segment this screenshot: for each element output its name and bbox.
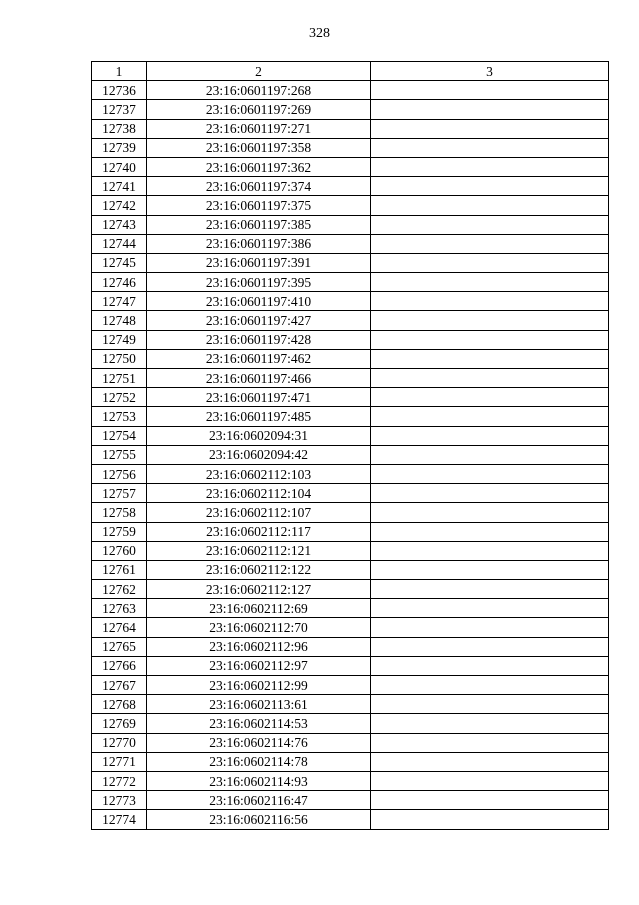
row-number-cell: 12761 [92, 560, 147, 579]
row-number-cell: 12747 [92, 292, 147, 311]
notes-cell [371, 791, 609, 810]
row-number-cell: 12774 [92, 810, 147, 829]
header-cell-3: 3 [371, 62, 609, 81]
cadastral-number-cell: 23:16:0601197:268 [147, 81, 371, 100]
notes-cell [371, 196, 609, 215]
table-row [92, 138, 609, 157]
row-number-cell: 12773 [92, 791, 147, 810]
notes-cell [371, 330, 609, 349]
notes-cell [371, 81, 609, 100]
cadastral-number-cell: 23:16:0602094:31 [147, 426, 371, 445]
row-number-cell: 12769 [92, 714, 147, 733]
table-row [92, 100, 609, 119]
cadastral-number-cell: 23:16:0602116:47 [147, 791, 371, 810]
cadastral-number-cell: 23:16:0601197:358 [147, 138, 371, 157]
cadastral-number-cell: 23:16:0601197:471 [147, 388, 371, 407]
notes-cell [371, 676, 609, 695]
cadastral-number-cell: 23:16:0601197:391 [147, 253, 371, 272]
table-row [92, 273, 609, 292]
row-number-cell: 12771 [92, 752, 147, 771]
table-row [92, 157, 609, 176]
notes-cell [371, 733, 609, 752]
notes-cell [371, 541, 609, 560]
row-number-cell: 12746 [92, 273, 147, 292]
notes-cell [371, 714, 609, 733]
table-row [92, 234, 609, 253]
row-number-cell: 12745 [92, 253, 147, 272]
cadastral-number-cell: 23:16:0602112:103 [147, 464, 371, 483]
cadastral-number-cell: 23:16:0601197:362 [147, 157, 371, 176]
cadastral-number-cell: 23:16:0602114:93 [147, 771, 371, 790]
row-number-cell: 12754 [92, 426, 147, 445]
notes-cell [371, 503, 609, 522]
row-number-cell: 12768 [92, 695, 147, 714]
notes-cell [371, 522, 609, 541]
table-row [92, 618, 609, 637]
row-number-cell: 12757 [92, 484, 147, 503]
notes-cell [371, 138, 609, 157]
table-row [92, 119, 609, 138]
row-number-cell: 12750 [92, 349, 147, 368]
table-row [92, 695, 609, 714]
cadastral-number-cell: 23:16:0602116:56 [147, 810, 371, 829]
table-row [92, 445, 609, 464]
row-number-cell: 12737 [92, 100, 147, 119]
notes-cell [371, 253, 609, 272]
table-row [92, 484, 609, 503]
cadastral-number-cell: 23:16:0601197:271 [147, 119, 371, 138]
notes-cell [371, 388, 609, 407]
notes-cell [371, 445, 609, 464]
table-row [92, 541, 609, 560]
row-number-cell: 12758 [92, 503, 147, 522]
table-row [92, 752, 609, 771]
notes-cell [371, 618, 609, 637]
table-row [92, 215, 609, 234]
row-number-cell: 12739 [92, 138, 147, 157]
notes-cell [371, 695, 609, 714]
cadastral-number-cell: 23:16:0601197:428 [147, 330, 371, 349]
table-row [92, 464, 609, 483]
cadastral-number-cell: 23:16:0601197:385 [147, 215, 371, 234]
table-row [92, 369, 609, 388]
row-number-cell: 12755 [92, 445, 147, 464]
cadastral-number-cell: 23:16:0602114:76 [147, 733, 371, 752]
row-number-cell: 12764 [92, 618, 147, 637]
notes-cell [371, 637, 609, 656]
header-cell-1: 1 [92, 62, 147, 81]
table-row [92, 196, 609, 215]
cadastral-number-cell: 23:16:0601197:395 [147, 273, 371, 292]
row-number-cell: 12767 [92, 676, 147, 695]
row-number-cell: 12766 [92, 656, 147, 675]
table-row [92, 791, 609, 810]
table-row [92, 388, 609, 407]
row-number-cell: 12770 [92, 733, 147, 752]
cadastral-number-cell: 23:16:0602112:127 [147, 580, 371, 599]
table-row [92, 810, 609, 829]
table-row [92, 426, 609, 445]
row-number-cell: 12742 [92, 196, 147, 215]
row-number-cell: 12759 [92, 522, 147, 541]
notes-cell [371, 215, 609, 234]
row-number-cell: 12748 [92, 311, 147, 330]
row-number-cell: 12760 [92, 541, 147, 560]
cadastral-number-cell: 23:16:0602112:97 [147, 656, 371, 675]
notes-cell [371, 292, 609, 311]
cadastral-number-cell: 23:16:0602112:121 [147, 541, 371, 560]
cadastral-number-cell: 23:16:0602112:122 [147, 560, 371, 579]
cadastral-number-cell: 23:16:0602112:104 [147, 484, 371, 503]
cadastral-number-cell: 23:16:0602114:53 [147, 714, 371, 733]
cadastral-number-cell: 23:16:0602112:117 [147, 522, 371, 541]
notes-cell [371, 407, 609, 426]
table-row [92, 81, 609, 100]
notes-cell [371, 157, 609, 176]
notes-cell [371, 119, 609, 138]
row-number-cell: 12749 [92, 330, 147, 349]
cadastral-number-cell: 23:16:0601197:427 [147, 311, 371, 330]
table-row [92, 407, 609, 426]
table-row [92, 714, 609, 733]
notes-cell [371, 426, 609, 445]
notes-cell [371, 100, 609, 119]
cadastral-number-cell: 23:16:0601197:386 [147, 234, 371, 253]
notes-cell [371, 484, 609, 503]
row-number-cell: 12753 [92, 407, 147, 426]
cadastral-number-cell: 23:16:0602094:42 [147, 445, 371, 464]
table-row [92, 656, 609, 675]
row-number-cell: 12736 [92, 81, 147, 100]
cadastral-number-cell: 23:16:0602112:70 [147, 618, 371, 637]
table-row [92, 292, 609, 311]
notes-cell [371, 580, 609, 599]
table-row [92, 599, 609, 618]
row-number-cell: 12741 [92, 177, 147, 196]
notes-cell [371, 349, 609, 368]
table-row [92, 253, 609, 272]
cadastral-number-cell: 23:16:0601197:269 [147, 100, 371, 119]
notes-cell [371, 771, 609, 790]
cadastral-number-cell: 23:16:0601197:375 [147, 196, 371, 215]
cadastral-number-cell: 23:16:0602114:78 [147, 752, 371, 771]
table-row [92, 637, 609, 656]
notes-cell [371, 311, 609, 330]
cadastral-number-cell: 23:16:0601197:485 [147, 407, 371, 426]
page-number: 328 [309, 26, 330, 41]
row-number-cell: 12751 [92, 369, 147, 388]
data-table [91, 61, 609, 830]
notes-cell [371, 656, 609, 675]
table-body [92, 81, 609, 829]
table-row [92, 330, 609, 349]
table-row [92, 560, 609, 579]
notes-cell [371, 369, 609, 388]
table-row [92, 771, 609, 790]
row-number-cell: 12743 [92, 215, 147, 234]
header-cell-2: 2 [147, 62, 371, 81]
cadastral-number-cell: 23:16:0601197:462 [147, 349, 371, 368]
cadastral-number-cell: 23:16:0601197:466 [147, 369, 371, 388]
notes-cell [371, 273, 609, 292]
cadastral-number-cell: 23:16:0602112:107 [147, 503, 371, 522]
row-number-cell: 12763 [92, 599, 147, 618]
cadastral-number-cell: 23:16:0602112:96 [147, 637, 371, 656]
cadastral-number-cell: 23:16:0602112:99 [147, 676, 371, 695]
cadastral-number-cell: 23:16:0602112:69 [147, 599, 371, 618]
table-row [92, 733, 609, 752]
table-row [92, 676, 609, 695]
table-row [92, 580, 609, 599]
notes-cell [371, 177, 609, 196]
notes-cell [371, 234, 609, 253]
table-row [92, 311, 609, 330]
row-number-cell: 12762 [92, 580, 147, 599]
table-row [92, 349, 609, 368]
notes-cell [371, 810, 609, 829]
notes-cell [371, 599, 609, 618]
table-row [92, 522, 609, 541]
notes-cell [371, 464, 609, 483]
table-header [92, 62, 609, 81]
row-number-cell: 12765 [92, 637, 147, 656]
header-row [92, 62, 609, 81]
row-number-cell: 12752 [92, 388, 147, 407]
cadastral-number-cell: 23:16:0601197:374 [147, 177, 371, 196]
row-number-cell: 12744 [92, 234, 147, 253]
table-row [92, 503, 609, 522]
table-row [92, 177, 609, 196]
row-number-cell: 12738 [92, 119, 147, 138]
row-number-cell: 12756 [92, 464, 147, 483]
notes-cell [371, 752, 609, 771]
row-number-cell: 12772 [92, 771, 147, 790]
row-number-cell: 12740 [92, 157, 147, 176]
cadastral-number-cell: 23:16:0602113:61 [147, 695, 371, 714]
notes-cell [371, 560, 609, 579]
cadastral-number-cell: 23:16:0601197:410 [147, 292, 371, 311]
